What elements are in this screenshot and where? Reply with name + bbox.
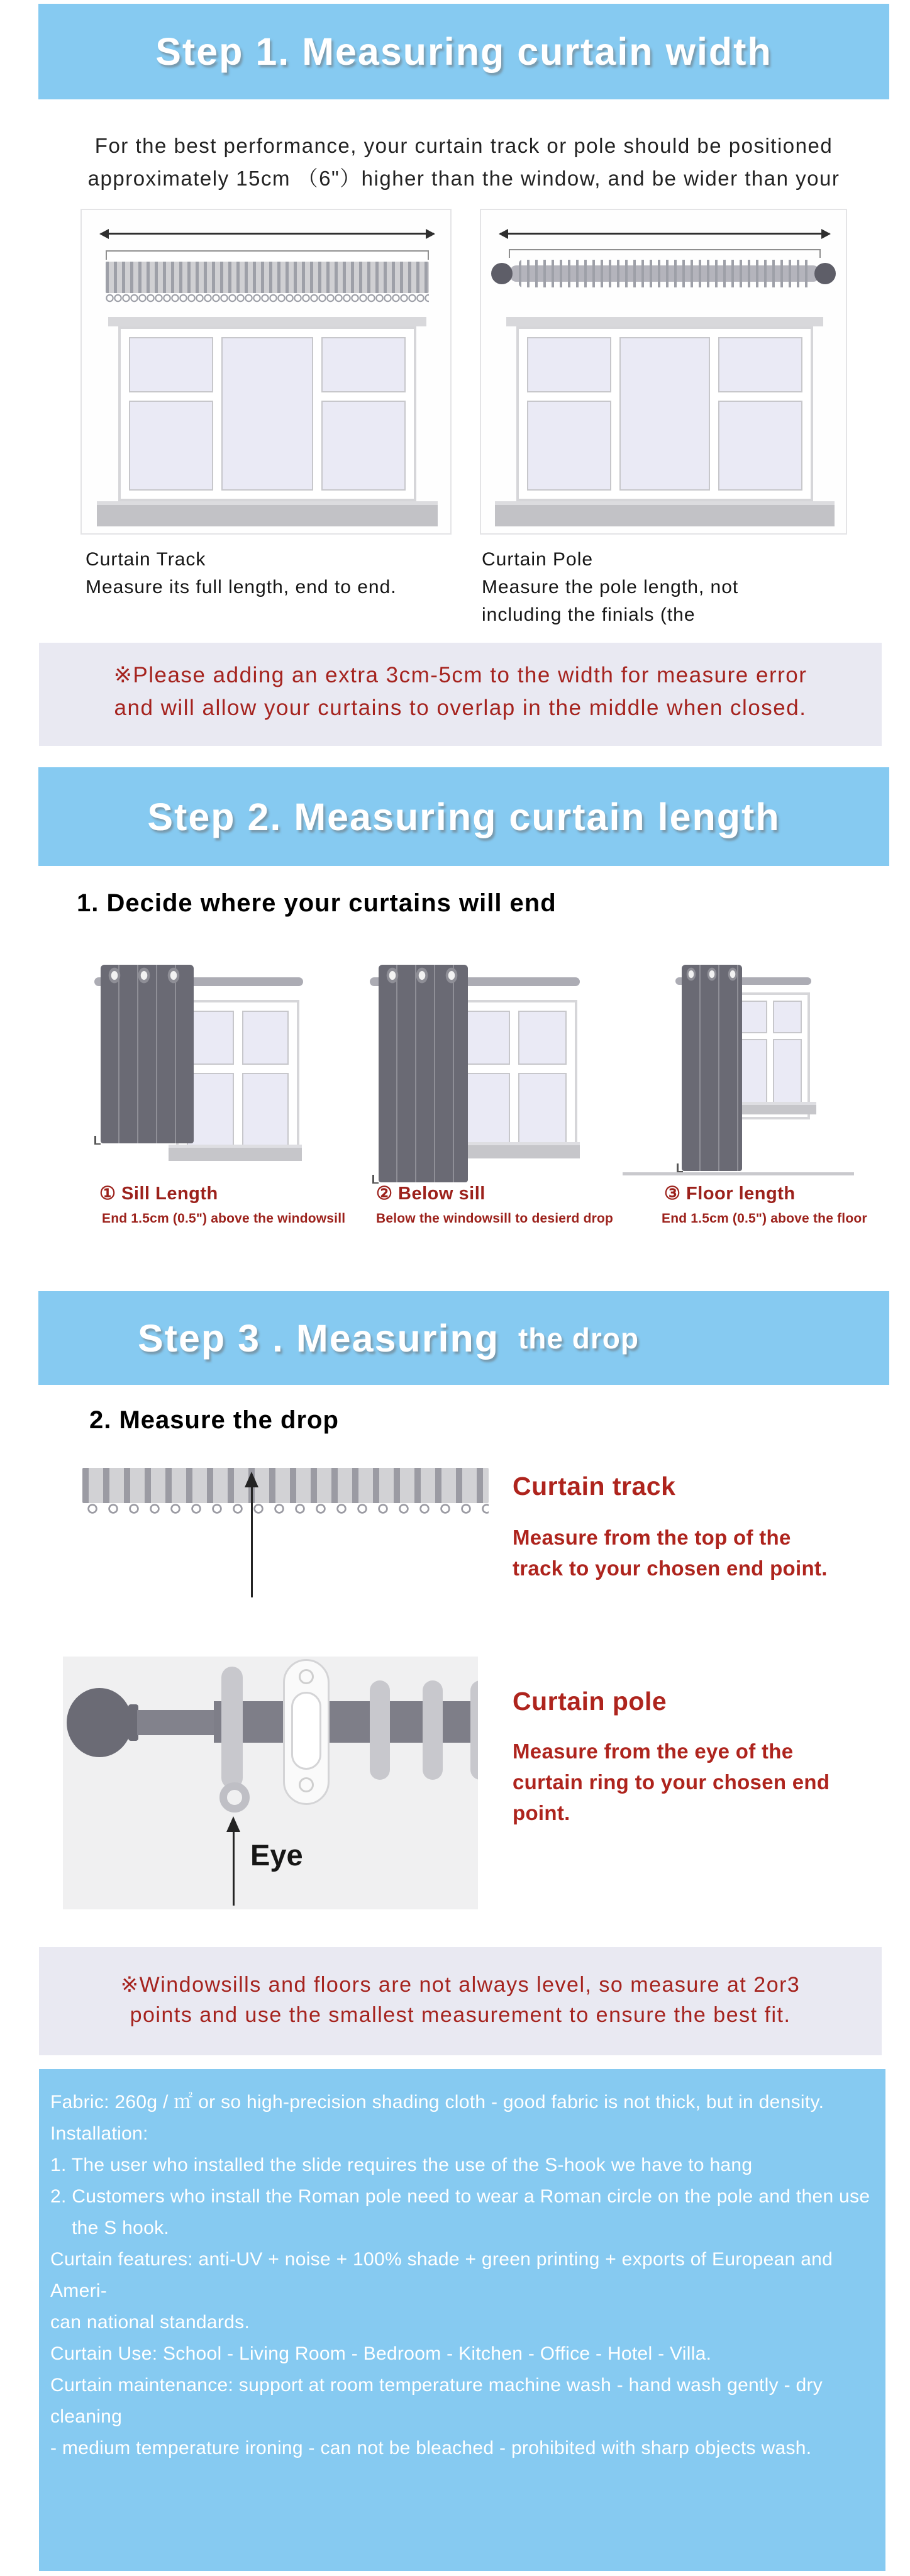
width-note	[39, 643, 882, 746]
windowsill	[169, 1145, 302, 1161]
track-drop-title: Curtain track	[513, 1472, 676, 1501]
floor-length-diagram	[672, 961, 898, 1181]
window-pane	[321, 401, 406, 491]
width-note-line1: ※Please adding an extra 3cm-5cm to the width for measure error	[113, 663, 807, 687]
curtain-panel	[379, 965, 468, 1182]
curtain-pole-window-diagram	[480, 209, 847, 535]
track-label-title: Curtain Track	[86, 549, 206, 570]
double-arrow-icon	[101, 233, 434, 235]
step2-banner	[38, 767, 889, 866]
option2-desc: Below the windowsill to desierd drop	[376, 1211, 614, 1226]
bracket-screw-icon	[299, 1669, 314, 1684]
step3-banner-subtitle: the drop	[518, 1321, 639, 1355]
info-line-installation: Installation:	[50, 2123, 148, 2144]
windowsill	[97, 501, 438, 526]
up-arrow-line	[233, 1830, 235, 1906]
window-pane	[242, 1011, 289, 1065]
pole-rings-icon	[519, 260, 812, 287]
measure-mark-icon	[94, 1136, 101, 1145]
pole-drop-desc3: point.	[513, 1801, 570, 1824]
width-note-line2: and will allow your curtains to overlap in the middle when closed.	[114, 696, 807, 720]
info-line-install2b: the S hook.	[72, 2218, 170, 2238]
window-lintel	[506, 317, 823, 326]
curtain-track-shape	[82, 1468, 489, 1503]
level-note-line1: ※Windowsills and floors are not always level, so measure at 2or3	[120, 1973, 801, 1997]
track-hooks-icon	[106, 293, 429, 304]
window	[516, 326, 813, 501]
window-pane	[461, 1011, 510, 1065]
step1-banner-title: Step 1. Measuring curtain width	[155, 30, 772, 73]
finial-icon	[491, 263, 513, 284]
up-arrow-line	[251, 1485, 253, 1597]
grommets-icon	[682, 966, 741, 982]
curtain-pole-drop-diagram	[63, 1657, 478, 1909]
step1-intro-line1: For the best performance, your curtain track or pole should be positioned	[94, 134, 833, 157]
info-line-maintenance2: - medium temperature ironing - can not be bleached - prohibited with sharp objects wash.	[50, 2438, 812, 2458]
option1-title: ① Sill Length	[99, 1184, 218, 1204]
grommets-icon	[380, 966, 467, 985]
product-info-box	[39, 2069, 885, 2571]
curtain-ring-icon	[470, 1680, 478, 1780]
option3-title: ③ Floor length	[664, 1184, 796, 1204]
window-pane	[187, 1011, 234, 1065]
window-pane	[518, 1073, 567, 1148]
grommets-icon	[102, 966, 192, 985]
info-line-fabric: Fabric: 260g / ㎡ or so high-precision shading cloth - good fabric is not thick, but in density.	[50, 2092, 824, 2112]
track-hooks-icon	[82, 1503, 489, 1517]
info-line-install1: 1. The user who installed the slide requires the use of the S-hook we have to hang	[50, 2155, 753, 2175]
pole-label-desc1: Measure the pole length, not	[482, 577, 739, 597]
step2-banner-title: Step 2. Measuring curtain length	[147, 795, 780, 838]
window-pane	[527, 401, 611, 491]
step2-heading: 1. Decide where your curtains will end	[77, 889, 557, 917]
window	[450, 1000, 577, 1158]
window	[176, 1000, 299, 1157]
sill-length-diagram	[94, 961, 311, 1181]
bracket-slot	[291, 1692, 321, 1770]
curtain-ring-icon	[423, 1680, 443, 1780]
window-pane	[718, 401, 802, 491]
step1-intro	[38, 130, 889, 195]
window-pane	[221, 337, 313, 491]
width-bracket	[509, 249, 821, 258]
level-note	[39, 1947, 882, 2055]
track-drop-desc1: Measure from the top of the	[513, 1526, 791, 1549]
window-pane	[527, 337, 611, 392]
floor-line	[623, 1172, 854, 1175]
window-pane	[773, 1001, 802, 1033]
finial-icon	[814, 263, 836, 284]
track-drop-desc2: track to your chosen end point.	[513, 1557, 828, 1580]
curtain-track-shape	[106, 262, 429, 293]
window-pane	[187, 1073, 234, 1146]
curtain-ring-icon	[221, 1667, 243, 1789]
curtain-track-window-diagram	[80, 209, 452, 535]
step3-banner-title: Step 3 . Measuring	[138, 1316, 499, 1360]
width-bracket	[106, 250, 429, 260]
step3-banner	[38, 1291, 889, 1385]
eye-label: Eye	[250, 1838, 303, 1872]
info-line-features1: Curtain features: anti-UV + noise + 100% shade + green printing + exports of European and Ameri-	[50, 2249, 833, 2301]
window-pane	[461, 1073, 510, 1148]
step3-heading: 2. Measure the drop	[89, 1406, 339, 1434]
double-arrow-icon	[500, 233, 830, 235]
window-lintel	[108, 317, 426, 326]
windowsill	[495, 501, 835, 526]
pole-label-desc2: including the finials (the	[482, 604, 696, 625]
pole-drop-desc2: curtain ring to your chosen end	[513, 1770, 830, 1794]
window-pane	[718, 337, 802, 392]
curtain-panel	[682, 965, 742, 1171]
window-pane	[518, 1011, 567, 1065]
info-line-use: Curtain Use: School - Living Room - Bedroom - Kitchen - Office - Hotel - Villa.	[50, 2343, 712, 2364]
window-pane	[773, 1039, 802, 1111]
step1-intro-line2: approximately 15cm （6"）higher than the window, and be wider than your	[87, 167, 840, 190]
track-label-desc: Measure its full length, end to end.	[86, 577, 397, 597]
pole-drop-title: Curtain pole	[513, 1687, 667, 1716]
pole-label-title: Curtain Pole	[482, 549, 594, 570]
level-note-line2: points and use the smallest measurement to ensure the best fit.	[130, 2003, 791, 2027]
pole-drop-desc1: Measure from the eye of the	[513, 1740, 794, 1763]
info-line-install2: 2. Customers who install the Roman pole need to wear a Roman circle on the pole and then use	[50, 2186, 870, 2207]
info-line-features2: can national standards.	[50, 2312, 250, 2333]
info-line-maintenance1: Curtain maintenance: support at room temperature machine wash - hand wash gently - dry cleaning	[50, 2375, 823, 2427]
pole-neck	[137, 1710, 219, 1735]
measure-mark-icon	[677, 1163, 683, 1172]
option3-desc: End 1.5cm (0.5") above the floor	[662, 1211, 867, 1226]
below-sill-diagram	[370, 961, 590, 1187]
window-pane	[619, 337, 710, 491]
eye-ring-icon	[219, 1782, 250, 1813]
step1-banner	[38, 4, 889, 99]
curtain-panel	[101, 965, 194, 1143]
window-pane	[242, 1073, 289, 1146]
window-pane	[321, 337, 406, 392]
bracket-screw-icon	[299, 1777, 314, 1792]
window-pane	[129, 401, 213, 491]
finial-icon	[67, 1688, 132, 1757]
window-pane	[129, 337, 213, 392]
option1-desc: End 1.5cm (0.5") above the windowsill	[102, 1211, 346, 1226]
window	[118, 326, 416, 501]
curtain-ring-icon	[370, 1680, 390, 1780]
option2-title: ② Below sill	[376, 1184, 486, 1204]
